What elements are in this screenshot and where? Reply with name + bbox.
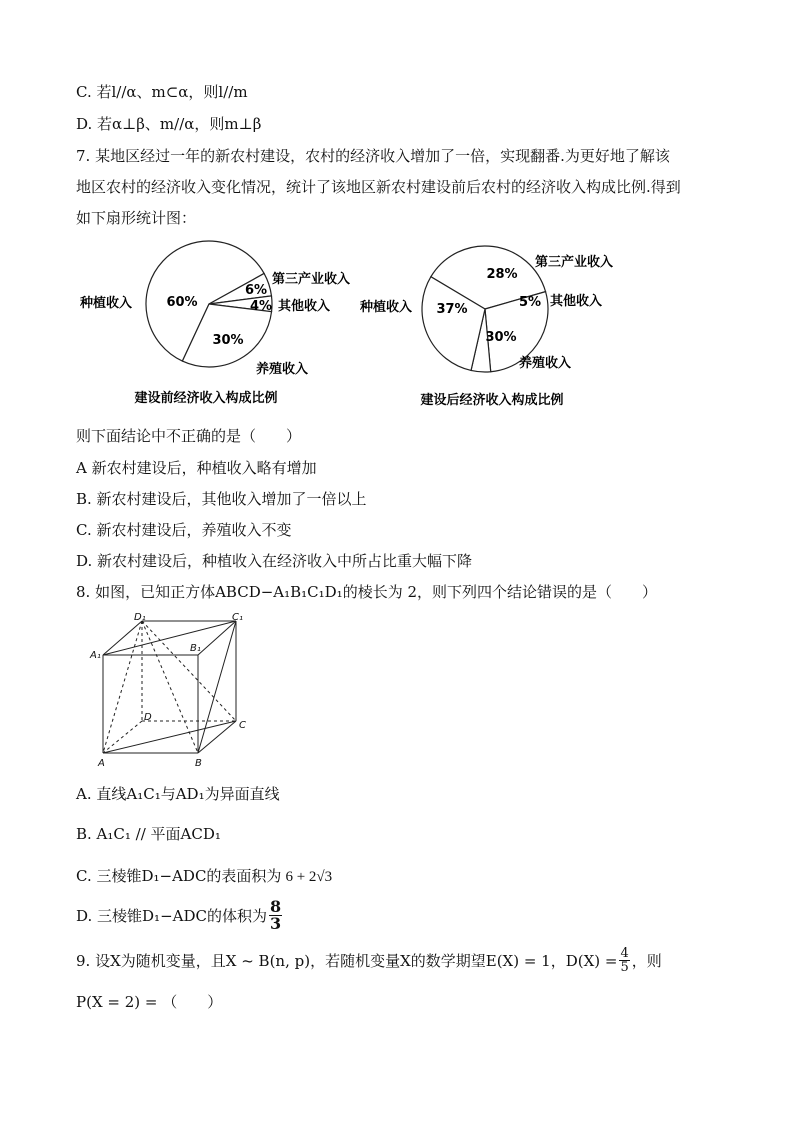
q7-option-c: C. 新农村建设后，养殖收入不变: [76, 521, 292, 539]
pie-after-category-planting: 种植收入: [360, 300, 413, 315]
q8-option-c: [76, 866, 332, 887]
label-a1: A₁: [90, 650, 101, 661]
label-d1: D₁: [134, 612, 146, 623]
label-a: A: [98, 758, 105, 769]
q9-stem: [76, 944, 662, 976]
label-c: C: [239, 720, 246, 731]
q9-fraction-num: 4: [620, 945, 629, 961]
label-c1: C₁: [232, 612, 243, 623]
pie-after-value-planting: 37%: [436, 302, 468, 317]
pie-after-caption: 建设后经济收入构成比例: [420, 393, 564, 408]
cube-figure: [88, 612, 258, 772]
q8-option-d-fraction: [269, 896, 282, 933]
diag-d1a: [103, 621, 142, 753]
pie-after-category-breeding: 养殖收入: [519, 356, 572, 371]
pie-before-value-breeding: 30%: [212, 333, 244, 348]
q8-option-d-numerator: 8: [269, 896, 282, 916]
pie-after-value-breeding: 30%: [485, 330, 517, 345]
q8-option-d-denominator: 3: [269, 913, 282, 933]
q7-stem-line3: 如下扇形统计图：: [76, 209, 197, 227]
label-d: D: [144, 712, 152, 723]
q9-stem-b: ，则: [631, 951, 662, 970]
q7-stem-line2: 地区农村的经济收入变化情况，统计了该地区新农村建设前后农村的经济收入构成比例.得到: [76, 178, 681, 196]
pie-after-category-other: 其他收入: [550, 294, 603, 309]
q8-option-c-text: C. 三棱锥D₁−ADC的表面积为: [76, 867, 282, 885]
pie-before-value-other: 4%: [249, 299, 273, 314]
pie-after-value-other: 5%: [518, 295, 542, 310]
pie-chart-before: [79, 241, 350, 377]
q8-option-c-value: 6 + 2√3: [285, 869, 333, 885]
q9-line2: P(X = 2) = （ ）: [76, 993, 223, 1011]
pie-before-value-planting: 60%: [166, 295, 198, 310]
q8-option-b: B. A₁C₁ // 平面ACD₁: [76, 825, 221, 843]
q8-option-a: A. 直线A₁C₁与AD₁为异面直线: [76, 785, 280, 803]
q7-question: 则下面结论中不正确的是（ ）: [76, 427, 302, 445]
q7-option-a: A 新农村建设后，种植收入略有增加: [76, 459, 317, 477]
label-b: B: [195, 758, 202, 769]
pie-before-category-breeding: 养殖收入: [256, 362, 309, 377]
pie-before-caption: 建设前经济收入构成比例: [134, 391, 278, 406]
pie-before-category-other: 其他收入: [278, 299, 331, 314]
pie-after-value-tertiary: 28%: [486, 267, 518, 282]
pie-before-value-tertiary: 6%: [244, 283, 268, 298]
diag-d1b: [142, 621, 198, 753]
pie-before-category-planting: 种植收入: [80, 296, 133, 311]
q7-option-b: B. 新农村建设后，其他收入增加了一倍以上: [76, 490, 367, 508]
q9-fraction-den: 5: [620, 959, 629, 975]
pie-after-category-tertiary: 第三产业收入: [535, 255, 614, 270]
q9-fraction: [619, 947, 629, 974]
label-b1: B₁: [190, 643, 201, 654]
option-c-prev: C. 若l//α、m⊂α，则l//m: [76, 83, 248, 101]
pie-charts-figure: [60, 238, 620, 418]
q7-stem-line1: 7. 某地区经过一年的新农村建设，农村的经济收入增加了一倍，实现翻番.为更好地了解该: [76, 147, 670, 165]
option-d-prev: D. 若α⊥β、m//α，则m⊥β: [76, 115, 262, 133]
q9-stem-a: 9. 设X为随机变量，且X ~ B(n, p)，若随机变量X的数学期望E(X) = 1，D(X) =: [76, 951, 618, 970]
pie-before-category-tertiary: 第三产业收入: [272, 272, 351, 287]
pie-chart-after: [359, 246, 613, 372]
q8-option-d: [76, 898, 284, 932]
q7-option-d: D. 新农村建设后，种植收入在经济收入中所占比重大幅下降: [76, 552, 473, 570]
q8-stem: 8. 如图，已知正方体ABCD−A₁B₁C₁D₁的棱长为 2，则下列四个结论错误的是（ ）: [76, 583, 658, 601]
q8-option-d-text: D. 三棱锥D₁−ADC的体积为: [76, 906, 267, 925]
